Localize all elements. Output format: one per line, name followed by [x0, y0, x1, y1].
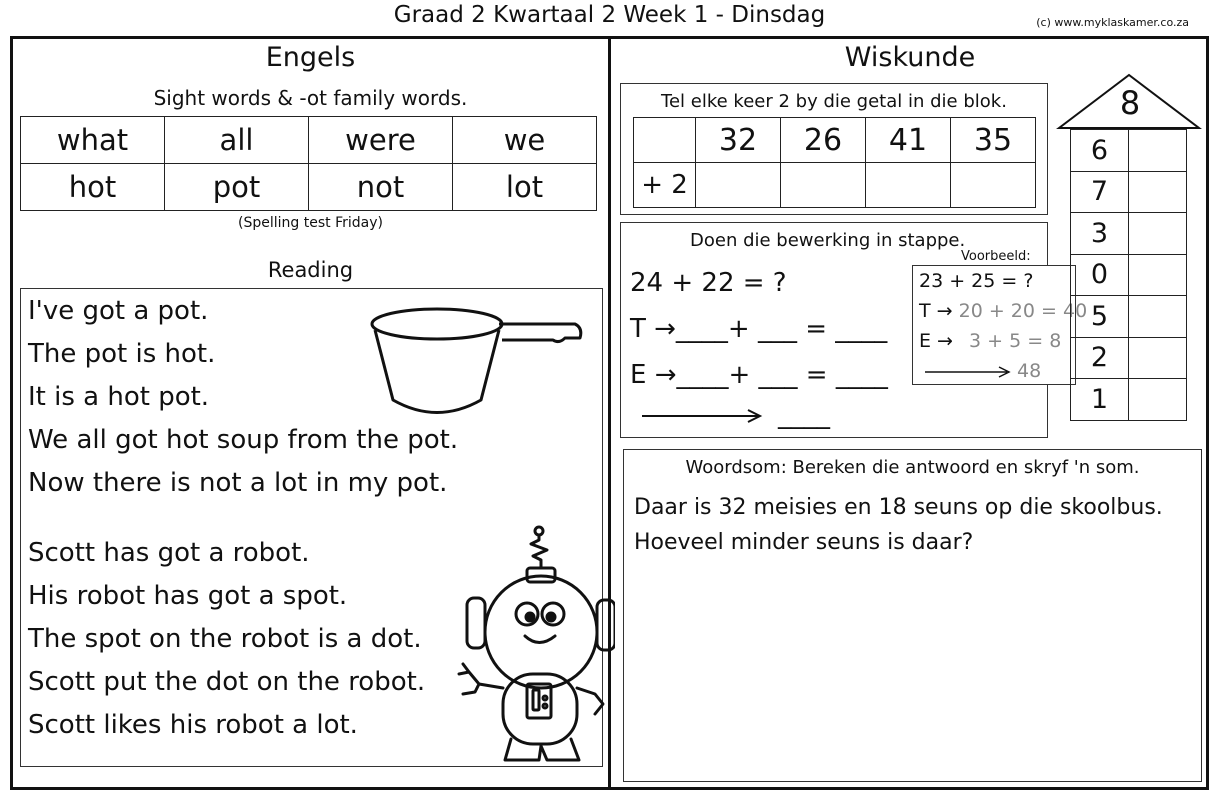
- number-cell: 26: [781, 118, 866, 163]
- story-line: His robot has got a spot.: [28, 581, 348, 611]
- word-problem-line: Daar is 32 meisies en 18 seuns op die skoolbus.: [634, 495, 1163, 520]
- sight-words-subheading: Sight words & -ot family words.: [153, 86, 468, 110]
- story-robot: [28, 532, 425, 747]
- answer-cell[interactable]: [866, 163, 951, 208]
- story-line: I've got a pot.: [28, 296, 209, 326]
- add-two-instruction: Tel elke keer 2 by die getal in die blok.: [661, 91, 1007, 112]
- house-answer-cell[interactable]: [1129, 171, 1187, 213]
- robot-icon: [455, 524, 615, 764]
- word-problem-text: [634, 490, 1163, 560]
- table-row: [21, 164, 597, 211]
- story-line: The pot is hot.: [28, 339, 216, 369]
- house-roof-number: 8: [1119, 84, 1141, 122]
- house-answer-cell[interactable]: [1129, 213, 1187, 255]
- house-answer-cell[interactable]: [1129, 296, 1187, 338]
- sight-words-table: [20, 116, 597, 211]
- english-heading: Engels: [265, 42, 356, 73]
- story-line: The spot on the robot is a dot.: [28, 624, 422, 654]
- story-line: It is a hot pot.: [28, 382, 210, 412]
- tens-line[interactable]: T →____+ ___ = ____: [630, 314, 888, 344]
- number-cell: 35: [951, 118, 1036, 163]
- sight-word-cell: not: [309, 164, 453, 211]
- word-problem-line: Hoeveel minder seuns is daar?: [634, 530, 974, 555]
- story-line: Scott has got a robot.: [28, 538, 310, 568]
- example-units-value: 3 + 5 = 8: [969, 330, 1062, 352]
- answer-cell[interactable]: [696, 163, 781, 208]
- house-number: 2: [1071, 337, 1129, 379]
- arrow-icon: [640, 406, 770, 426]
- sight-word-cell: pot: [165, 164, 309, 211]
- table-row: [1071, 379, 1187, 421]
- answer-blank[interactable]: ____: [778, 400, 830, 430]
- table-row: [21, 117, 597, 164]
- table-row: [634, 118, 1036, 163]
- sight-word-cell: all: [165, 117, 309, 164]
- table-row: [1071, 130, 1187, 172]
- table-row: [634, 163, 1036, 208]
- story-line: Scott put the dot on the robot.: [28, 667, 426, 697]
- units-line[interactable]: E →____+ ___ = ____: [630, 360, 888, 390]
- example-label: Voorbeeld:: [961, 249, 1031, 264]
- number-cell: 41: [866, 118, 951, 163]
- story-line: Scott likes his robot a lot.: [28, 710, 358, 740]
- number-house-table: [1070, 129, 1187, 421]
- house-number: 3: [1071, 213, 1129, 255]
- story-line: Now there is not a lot in my pot.: [28, 468, 448, 498]
- steps-instruction: Doen die bewerking in stappe.: [690, 230, 966, 251]
- table-row: [1071, 296, 1187, 338]
- example-arrow-icon: [923, 366, 1013, 378]
- math-heading: Wiskunde: [844, 42, 976, 73]
- word-problem-instruction: Woordsom: Bereken die antwoord en skryf 'n som.: [685, 457, 1140, 478]
- example-answer: 48: [1017, 360, 1042, 382]
- sight-word-cell: hot: [21, 164, 165, 211]
- house-number: 6: [1071, 130, 1129, 172]
- add-two-table: [633, 117, 1036, 208]
- sight-word-cell: lot: [453, 164, 597, 211]
- plus-two-label: + 2: [634, 163, 696, 208]
- page-title: Graad 2 Kwartaal 2 Week 1 - Dinsdag: [393, 2, 826, 28]
- pot-icon: [365, 300, 590, 425]
- house-answer-cell[interactable]: [1129, 379, 1187, 421]
- example-units-prefix: E →: [919, 330, 953, 352]
- house-answer-cell[interactable]: [1129, 337, 1187, 379]
- house-number: 1: [1071, 379, 1129, 421]
- house-answer-cell[interactable]: [1129, 254, 1187, 296]
- sight-word-cell: we: [453, 117, 597, 164]
- number-cell: 32: [696, 118, 781, 163]
- table-row: [1071, 213, 1187, 255]
- example-tens-value: 20 + 20 = 40: [958, 300, 1088, 322]
- reading-heading: Reading: [267, 258, 354, 282]
- copyright-text: (c) www.myklaskamer.co.za: [1036, 16, 1189, 29]
- table-row: [1071, 337, 1187, 379]
- answer-cell[interactable]: [781, 163, 866, 208]
- story-line: We all got hot soup from the pot.: [28, 425, 459, 455]
- table-row: [1071, 254, 1187, 296]
- example-tens-prefix: T →: [919, 300, 953, 322]
- example-equation: 23 + 25 = ?: [919, 270, 1034, 292]
- house-number: 7: [1071, 171, 1129, 213]
- example-units: [919, 330, 1061, 352]
- sight-word-cell: what: [21, 117, 165, 164]
- spelling-test-note: (Spelling test Friday): [238, 215, 383, 231]
- sight-word-cell: were: [309, 117, 453, 164]
- table-row: [1071, 171, 1187, 213]
- example-tens: [919, 300, 1087, 322]
- house-number: 0: [1071, 254, 1129, 296]
- answer-cell[interactable]: [951, 163, 1036, 208]
- example-box: [912, 265, 1088, 385]
- blank-cell: [634, 118, 696, 163]
- steps-equation: 24 + 22 = ?: [630, 268, 787, 298]
- house-number: 5: [1071, 296, 1129, 338]
- house-answer-cell[interactable]: [1129, 130, 1187, 172]
